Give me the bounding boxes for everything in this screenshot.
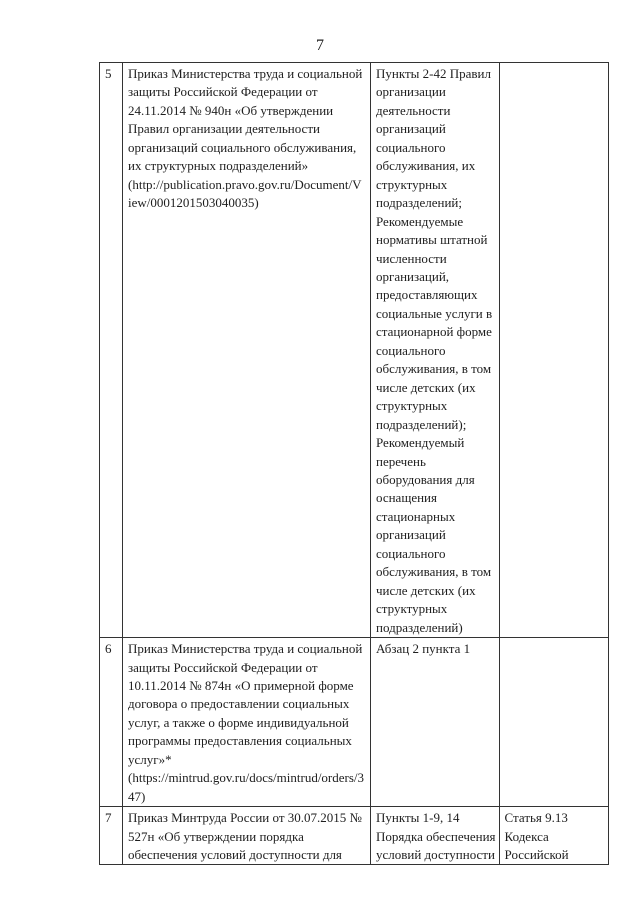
cell-text-line: Правил организации деятельности bbox=[128, 121, 320, 137]
cell-text-line: числе детских (их bbox=[376, 582, 476, 598]
cell-text-line: стационарных bbox=[376, 508, 456, 524]
page-number: 7 bbox=[316, 37, 324, 54]
legal-acts-table bbox=[99, 62, 609, 865]
document-title-cell bbox=[123, 807, 371, 865]
cell-text-line: Рекомендуемые bbox=[376, 213, 464, 229]
cell-text-line: числе детских (их bbox=[376, 379, 476, 395]
cell-text-line: оснащения bbox=[376, 490, 437, 506]
cell-text-line: организаций bbox=[376, 121, 446, 137]
cell-text-line: перечень bbox=[376, 453, 426, 469]
cell-text-line: стационарной форме bbox=[376, 324, 492, 340]
cell-text-line: Приказ Министерства труда и социальной bbox=[128, 66, 363, 81]
cell-text-line: Российской bbox=[504, 847, 569, 863]
cell-text-line: Пункты 1-9, 14 bbox=[376, 810, 460, 826]
cell-text-line: социального bbox=[376, 139, 446, 155]
cell-text-line: обслуживания, в том bbox=[376, 361, 492, 377]
cell-text-line: обслуживания, в том bbox=[376, 564, 492, 580]
table-row bbox=[100, 638, 609, 807]
liability-article-cell bbox=[499, 638, 608, 807]
cell-text-line: Абзац 2 пункта 1 bbox=[376, 641, 471, 657]
cell-text-line: Статья 9.13 bbox=[504, 810, 568, 826]
cell-text-line: программы предоставления социальных bbox=[128, 733, 352, 749]
cell-text-line: социального bbox=[376, 342, 446, 358]
requirement-points-cell bbox=[371, 807, 500, 865]
cell-text-line: (http://publication.pravo.gov.ru/Document/V bbox=[128, 176, 362, 192]
cell-text-line: организаций, bbox=[376, 268, 450, 284]
cell-text-line: (https://mintrud.gov.ru/docs/mintrud/orders/3 bbox=[128, 770, 365, 786]
cell-text-line: организации bbox=[376, 84, 446, 100]
cell-text-line: численности bbox=[376, 250, 447, 266]
cell-text-line: Порядка обеспечения bbox=[376, 828, 496, 844]
cell-text-line: их структурных подразделений» bbox=[128, 158, 309, 174]
cell-text-line: организаций bbox=[376, 527, 446, 543]
cell-text-line: Приказ Министерства труда и социальной bbox=[128, 641, 363, 657]
cell-text-line: организаций социального обслуживания, bbox=[128, 139, 357, 155]
cell-text-line: 10.11.2014 № 874н «О примерной форме bbox=[128, 677, 354, 693]
cell-text-line: услуг, а также о форме индивидуальной bbox=[128, 714, 349, 730]
cell-text-line: предоставляющих bbox=[376, 287, 478, 303]
liability-article-cell bbox=[499, 63, 608, 638]
liability-article-cell bbox=[499, 807, 608, 865]
cell-text-line: iew/0001201503040035) bbox=[128, 195, 259, 211]
cell-text-line: подразделений) bbox=[376, 619, 463, 635]
requirement-points-cell bbox=[371, 63, 500, 638]
cell-text-line: оборудования для bbox=[376, 471, 475, 487]
cell-text-line: защиты Российской Федерации от bbox=[128, 659, 318, 675]
cell-text-line: обслуживания, их bbox=[376, 158, 476, 174]
document-title-cell bbox=[123, 63, 371, 638]
table-row bbox=[100, 63, 609, 638]
cell-text-line: 47) bbox=[128, 788, 146, 804]
table-row bbox=[100, 807, 609, 865]
cell-text-line: структурных bbox=[376, 176, 448, 192]
cell-text-line: обеспечения условий доступности для bbox=[128, 847, 342, 863]
cell-text-line: защиты Российской Федерации от bbox=[128, 84, 318, 100]
cell-text-line: подразделений; bbox=[376, 195, 462, 211]
cell-text-line: услуг»* bbox=[128, 751, 172, 767]
cell-text-line: Рекомендуемый bbox=[376, 435, 465, 451]
cell-text-line: социальные услуги в bbox=[376, 305, 493, 321]
cell-text-line: Пункты 2-42 Правил bbox=[376, 66, 491, 81]
cell-text-line: 24.11.2014 № 940н «Об утверждении bbox=[128, 102, 334, 118]
cell-text-line: условий доступности bbox=[376, 847, 495, 863]
requirement-points-cell bbox=[371, 638, 500, 807]
cell-text-line: структурных bbox=[376, 398, 448, 414]
cell-text-line: 527н «Об утверждении порядка bbox=[128, 828, 304, 844]
cell-text-line: деятельности bbox=[376, 102, 451, 118]
row-number-cell: 7 bbox=[100, 807, 123, 865]
row-number-cell: 6 bbox=[100, 638, 123, 807]
cell-text-line: Кодекса bbox=[504, 828, 549, 844]
cell-text-line: социального bbox=[376, 545, 446, 561]
row-number-cell: 5 bbox=[100, 63, 123, 638]
cell-text-line: подразделений); bbox=[376, 416, 467, 432]
cell-text-line: нормативы штатной bbox=[376, 232, 488, 248]
document-title-cell bbox=[123, 638, 371, 807]
cell-text-line: структурных bbox=[376, 601, 448, 617]
cell-text-line: договора о предоставлении социальных bbox=[128, 696, 350, 712]
cell-text-line: Приказ Минтруда России от 30.07.2015 № bbox=[128, 810, 362, 826]
